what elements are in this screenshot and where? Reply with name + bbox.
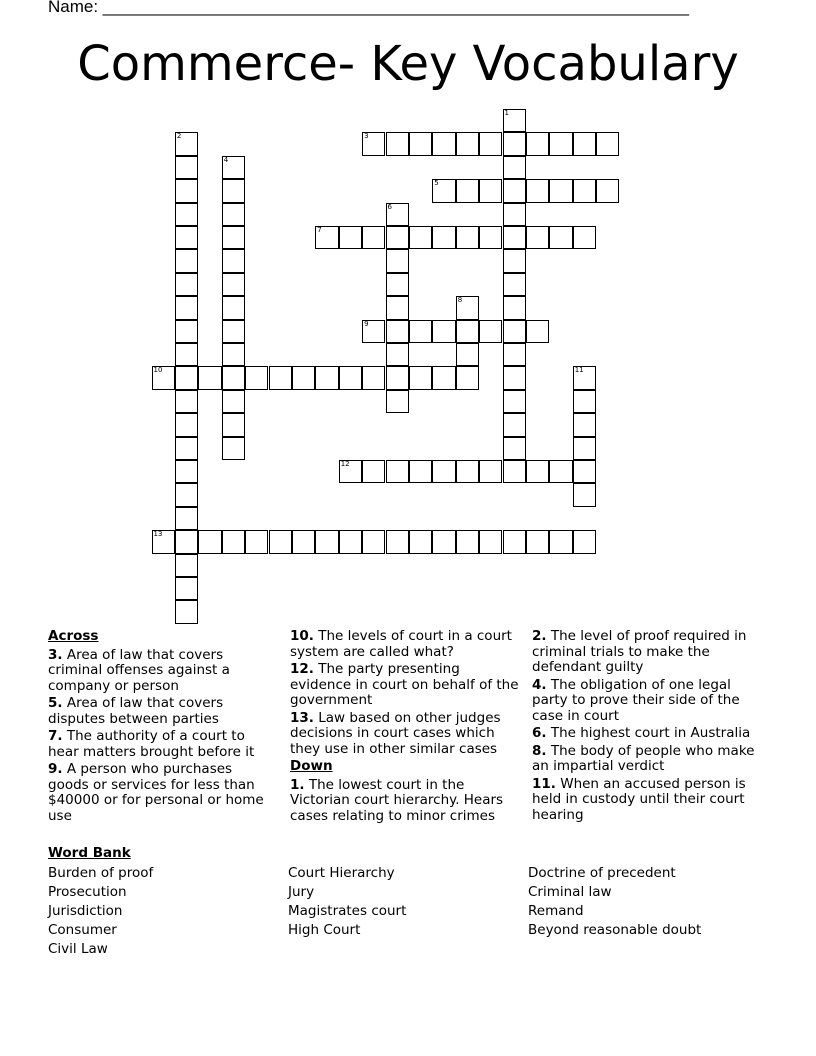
clue-number-label: 3 — [364, 132, 369, 141]
word-bank-column-2 — [288, 864, 406, 940]
crossword-cell[interactable] — [432, 530, 455, 553]
crossword-cell[interactable] — [339, 226, 362, 249]
crossword-cell[interactable] — [456, 320, 479, 343]
clue-number-label: 7 — [317, 226, 322, 234]
crossword-cell[interactable] — [549, 460, 572, 483]
clue-item — [290, 778, 522, 825]
crossword-cell[interactable] — [386, 226, 409, 249]
crossword-cell[interactable] — [409, 226, 432, 249]
crossword-cell[interactable] — [315, 530, 338, 553]
word-bank-item: Burden of proof — [48, 865, 154, 881]
crossword-cell[interactable] — [503, 460, 526, 483]
crossword-cell[interactable] — [362, 320, 385, 343]
crossword-cell[interactable] — [386, 390, 409, 413]
crossword-cell[interactable] — [222, 413, 245, 436]
crossword-cell[interactable] — [152, 366, 175, 389]
crossword-cell[interactable] — [549, 132, 572, 155]
crossword-cell[interactable] — [362, 366, 385, 389]
word-bank-item: Civil Law — [48, 941, 108, 957]
clue-text: The level of proof required in criminal trials to make the defendant guilty — [532, 628, 747, 675]
crossword-cell[interactable] — [198, 366, 221, 389]
crossword-cell[interactable] — [479, 320, 502, 343]
crossword-cell[interactable] — [386, 530, 409, 553]
crossword-cell[interactable] — [432, 179, 455, 202]
crossword-cell[interactable] — [503, 179, 526, 202]
crossword-cell[interactable] — [175, 156, 198, 179]
clues-column-2 — [290, 629, 522, 826]
crossword-cell[interactable] — [503, 390, 526, 413]
clue-item — [532, 726, 757, 742]
crossword-cell[interactable] — [573, 483, 596, 506]
crossword-cell[interactable] — [573, 132, 596, 155]
clue-number-label: 12 — [340, 460, 350, 468]
clue-text: Area of law that covers disputes between parties — [48, 695, 224, 727]
clue-number-label: 2 — [176, 132, 182, 141]
crossword-cell[interactable] — [175, 320, 198, 343]
crossword-cell[interactable] — [503, 109, 526, 132]
crossword-cell[interactable] — [409, 132, 432, 155]
crossword-cell[interactable] — [432, 460, 455, 483]
crossword-cell[interactable] — [456, 296, 479, 319]
crossword-cell[interactable] — [573, 390, 596, 413]
crossword-cell[interactable] — [409, 530, 432, 553]
crossword-cell[interactable] — [222, 203, 245, 226]
crossword-cell[interactable] — [175, 483, 198, 506]
crossword-cell[interactable] — [456, 343, 479, 366]
word-bank-item: Magistrates court — [288, 903, 407, 919]
crossword-cell[interactable] — [386, 320, 409, 343]
down-heading: Down — [290, 758, 333, 774]
crossword-cell[interactable] — [596, 132, 619, 155]
word-bank-item: High Court — [288, 922, 361, 938]
crossword-cell[interactable] — [526, 179, 549, 202]
crossword-cell[interactable] — [526, 226, 549, 249]
crossword-cell[interactable] — [409, 320, 432, 343]
clues-column-1 — [48, 629, 273, 826]
clue-number-label: 9 — [364, 319, 369, 328]
word-bank-item: Criminal law — [528, 884, 612, 900]
clue-number-label: 10 — [153, 366, 163, 375]
clue-number-label: 11 — [574, 366, 584, 375]
crossword-cell[interactable] — [409, 460, 432, 483]
crossword-cell[interactable] — [222, 296, 245, 319]
clue-number: 2. — [532, 628, 547, 644]
crossword-cell[interactable] — [175, 179, 198, 202]
crossword-cell[interactable] — [479, 530, 502, 553]
clue-item — [532, 678, 757, 725]
crossword-cell[interactable] — [526, 320, 549, 343]
clue-number: 8. — [532, 742, 547, 759]
clue-text: The body of people who make an impartial verdict — [532, 742, 755, 774]
crossword-cell[interactable] — [456, 179, 479, 202]
crossword-cell[interactable] — [339, 366, 362, 389]
crossword-cell[interactable] — [175, 249, 198, 272]
crossword-cell[interactable] — [503, 249, 526, 272]
clue-text: When an accused person is held in custody until their court hearing — [532, 775, 746, 823]
across-heading: Across — [48, 628, 99, 644]
clue-text: The obligation of one legal party to prove their side of the case in court — [532, 676, 740, 724]
crossword-cell[interactable] — [222, 249, 245, 272]
crossword-cell[interactable] — [526, 460, 549, 483]
crossword-cell[interactable] — [175, 132, 198, 155]
word-bank-item: Prosecution — [48, 884, 127, 900]
crossword-cell[interactable] — [315, 226, 338, 249]
crossword-cell[interactable] — [432, 320, 455, 343]
clue-number: 9. — [48, 761, 63, 777]
clue-text: The lowest court in the Victorian court hierarchy. Hears cases relating to minor crimes — [290, 776, 504, 824]
crossword-cell[interactable] — [503, 530, 526, 553]
crossword-cell[interactable] — [432, 132, 455, 155]
crossword-cell[interactable] — [362, 460, 385, 483]
crossword-cell[interactable] — [479, 179, 502, 202]
clue-item — [532, 629, 757, 676]
crossword-cell[interactable] — [222, 530, 245, 553]
crossword-cell[interactable] — [222, 156, 245, 179]
crossword-cell[interactable] — [245, 530, 268, 553]
crossword-cell[interactable] — [292, 366, 315, 389]
clue-item — [290, 711, 522, 758]
clue-number: 12. — [290, 661, 314, 677]
crossword-cell[interactable] — [386, 366, 409, 389]
crossword-cell[interactable] — [549, 179, 572, 202]
clue-number: 11. — [532, 775, 556, 792]
clue-text: The highest court in Australia — [550, 725, 751, 741]
clue-text: The party presenting evidence in court on behalf of the government — [290, 661, 519, 708]
crossword-cell[interactable] — [175, 273, 198, 296]
clue-number-label: 8 — [457, 296, 463, 305]
word-bank-item: Beyond reasonable doubt — [528, 922, 702, 938]
crossword-cell[interactable] — [269, 366, 292, 389]
crossword-cell[interactable] — [175, 366, 198, 389]
clue-item — [48, 648, 273, 695]
clue-item — [48, 729, 273, 760]
crossword-cell[interactable] — [573, 179, 596, 202]
crossword-cell[interactable] — [222, 343, 245, 366]
crossword-cell[interactable] — [245, 366, 268, 389]
clue-number: 13. — [290, 709, 314, 726]
crossword-cell[interactable] — [339, 530, 362, 553]
clues-column-3 — [532, 629, 757, 825]
crossword-cell[interactable] — [152, 530, 175, 553]
crossword-cell[interactable] — [362, 530, 385, 553]
crossword-cell[interactable] — [503, 296, 526, 319]
down-clue-list-continued — [532, 629, 757, 823]
crossword-cell[interactable] — [456, 366, 479, 389]
crossword-cell[interactable] — [456, 226, 479, 249]
crossword-cell[interactable] — [503, 203, 526, 226]
down-clue-list — [290, 778, 522, 825]
clue-number-label: 4 — [223, 155, 229, 164]
crossword-cell[interactable] — [292, 530, 315, 553]
crossword-cell[interactable] — [409, 366, 432, 389]
crossword-cell[interactable] — [503, 273, 526, 296]
crossword-cell[interactable] — [503, 132, 526, 155]
clue-number: 5. — [48, 695, 63, 711]
crossword-cell[interactable] — [386, 132, 409, 155]
crossword-cell[interactable] — [222, 437, 245, 460]
crossword-cell[interactable] — [479, 226, 502, 249]
clue-number-label: 5 — [434, 179, 439, 188]
clue-number: 1. — [290, 776, 305, 793]
crossword-cell[interactable] — [386, 343, 409, 366]
crossword-cell[interactable] — [573, 530, 596, 553]
crossword-cell[interactable] — [573, 366, 596, 389]
crossword-cell[interactable] — [198, 530, 221, 553]
clue-text: Area of law that covers criminal offenses against a company or person — [48, 646, 230, 694]
clue-item — [48, 696, 273, 727]
crossword-cell[interactable] — [386, 273, 409, 296]
crossword-cell[interactable] — [175, 507, 198, 530]
word-bank-item: Doctrine of precedent — [528, 865, 676, 881]
word-bank-item: Jurisdiction — [48, 903, 123, 919]
crossword-cell[interactable] — [222, 366, 245, 389]
crossword-cell[interactable] — [456, 530, 479, 553]
crossword-cell[interactable] — [456, 132, 479, 155]
word-bank-item: Court Hierarchy — [288, 865, 395, 881]
across-clue-list-continued — [290, 629, 522, 757]
crossword-cell[interactable] — [175, 577, 198, 600]
word-bank-item: Jury — [288, 884, 315, 900]
clue-number: 3. — [48, 646, 63, 663]
word-bank-item: Consumer — [48, 922, 117, 938]
clue-text: The authority of a court to hear matters brought before it — [48, 728, 255, 760]
crossword-cell[interactable] — [175, 437, 198, 460]
clue-number-label: 13 — [153, 530, 163, 539]
crossword-cell[interactable] — [222, 226, 245, 249]
crossword-cell[interactable] — [315, 366, 338, 389]
crossword-cell[interactable] — [479, 460, 502, 483]
crossword-cell[interactable] — [175, 296, 198, 319]
across-clue-list — [48, 648, 273, 825]
crossword-cell[interactable] — [386, 203, 409, 226]
crossword-cell[interactable] — [222, 320, 245, 343]
clue-item — [290, 629, 522, 660]
clue-number: 7. — [48, 728, 63, 744]
crossword-cell[interactable] — [549, 226, 572, 249]
crossword-cell[interactable] — [503, 413, 526, 436]
name-field[interactable]: Name: ______________________________________________________________ — [48, 0, 689, 16]
clue-text: Law based on other judges decisions in court cases which they use in other similar cases — [290, 709, 501, 757]
clue-item — [290, 662, 522, 709]
clue-text: The levels of court in a court system are called what? — [290, 628, 512, 660]
crossword-cell[interactable] — [339, 460, 362, 483]
crossword-cell[interactable] — [175, 226, 198, 249]
crossword-cell[interactable] — [549, 530, 572, 553]
clue-item — [532, 777, 757, 824]
crossword-cell[interactable] — [456, 460, 479, 483]
clue-text: A person who purchases goods or services for less than $40000 or for personal or home use — [48, 761, 264, 824]
crossword-cell[interactable] — [573, 226, 596, 249]
clue-number-label: 1 — [504, 109, 509, 117]
crossword-cell[interactable] — [175, 600, 198, 623]
word-bank-item: Remand — [528, 903, 584, 919]
crossword-cell[interactable] — [222, 390, 245, 413]
clue-number-label: 6 — [387, 202, 392, 211]
crossword-cell[interactable] — [175, 343, 198, 366]
crossword-cell[interactable] — [596, 179, 619, 202]
crossword-cell[interactable] — [503, 366, 526, 389]
crossword-cell[interactable] — [503, 156, 526, 179]
crossword-cell[interactable] — [386, 296, 409, 319]
clue-number: 10. — [290, 628, 314, 644]
crossword-cell[interactable] — [432, 226, 455, 249]
crossword-cell[interactable] — [175, 460, 198, 483]
word-bank-column-3 — [528, 864, 701, 940]
crossword-cell[interactable] — [386, 460, 409, 483]
crossword-cell[interactable] — [175, 554, 198, 577]
crossword-cell[interactable] — [175, 203, 198, 226]
crossword-cell[interactable] — [503, 320, 526, 343]
clue-number: 4. — [532, 676, 547, 693]
crossword-cell[interactable] — [526, 530, 549, 553]
crossword-cell[interactable] — [362, 132, 385, 155]
crossword-cell[interactable] — [573, 437, 596, 460]
clue-item — [48, 762, 273, 824]
page-title: Commerce- Key Vocabulary — [77, 36, 739, 92]
crossword-cell[interactable] — [362, 226, 385, 249]
crossword-cell[interactable] — [386, 249, 409, 272]
crossword-cell[interactable] — [175, 390, 198, 413]
word-bank-heading: Word Bank — [48, 845, 131, 861]
crossword-cell[interactable] — [175, 413, 198, 436]
crossword-cell[interactable] — [503, 437, 526, 460]
crossword-cell[interactable] — [175, 530, 198, 553]
word-bank-column-1 — [48, 864, 153, 959]
crossword-cell[interactable] — [573, 413, 596, 436]
crossword-cell[interactable] — [432, 366, 455, 389]
crossword-cell[interactable] — [503, 226, 526, 249]
crossword-cell[interactable] — [222, 179, 245, 202]
crossword-cell[interactable] — [222, 273, 245, 296]
crossword-cell[interactable] — [479, 132, 502, 155]
crossword-cell[interactable] — [269, 530, 292, 553]
crossword-cell[interactable] — [573, 460, 596, 483]
clue-item — [532, 744, 757, 775]
clue-number: 6. — [532, 725, 547, 741]
crossword-cell[interactable] — [503, 343, 526, 366]
crossword-cell[interactable] — [526, 132, 549, 155]
